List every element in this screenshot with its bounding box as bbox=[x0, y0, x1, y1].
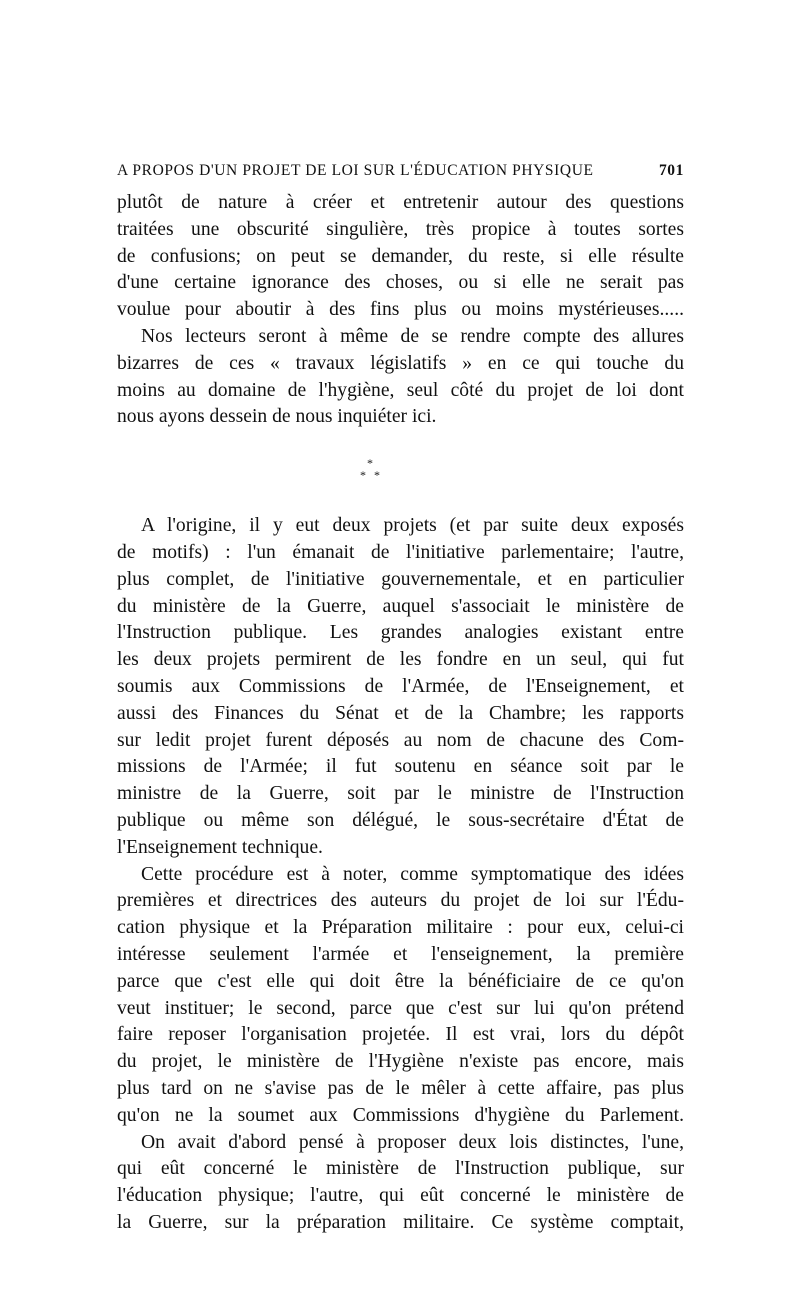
text-line: veut instituer; le second, parce que c'est sur lui qu'on prétend bbox=[117, 997, 684, 1019]
paragraph-3 bbox=[117, 513, 684, 861]
text-line: ministre de la Guerre, soit par le ministre de l'Instruction bbox=[117, 783, 684, 805]
paragraph-4 bbox=[117, 862, 684, 1130]
running-title: A PROPOS D'UN PROJET DE LOI SUR L'ÉDUCATION PHYSIQUE bbox=[117, 162, 594, 179]
asterisk: * bbox=[374, 468, 380, 483]
text-line: traitées une obscurité singulière, très propice à toutes sortes bbox=[117, 218, 684, 240]
text-line: intéresse seulement l'armée et l'enseignement, la première bbox=[117, 943, 684, 965]
paragraph-5 bbox=[117, 1130, 684, 1237]
text-line: l'Enseignement technique. bbox=[117, 836, 323, 858]
text-line: parce que c'est elle qui doit être la bénéficiaire de ce qu'on bbox=[117, 970, 684, 992]
text-line: qu'on ne la soumet aux Commissions d'hygiène du Parlement. bbox=[117, 1104, 684, 1126]
text-line: les deux projets permirent de les fondre en un seul, qui fut bbox=[117, 649, 684, 671]
asterisk: * bbox=[367, 456, 373, 471]
text-line: On avait d'abord pensé à proposer deux lois distinctes, l'une, bbox=[141, 1131, 684, 1153]
text-line: faire reposer l'organisation projetée. Il est vrai, lors du dépôt bbox=[117, 1024, 684, 1046]
asterisk: * bbox=[360, 468, 366, 483]
text-line: soumis aux Commissions de l'Armée, de l'Enseignement, et bbox=[117, 675, 684, 697]
text-line: de motifs) : l'un émanait de l'initiative parlementaire; l'autre, bbox=[117, 541, 684, 563]
text-line: A l'origine, il y eut deux projets (et par suite deux exposés bbox=[141, 515, 684, 537]
text-line: du ministère de la Guerre, auquel s'associait le ministère de bbox=[117, 595, 684, 617]
text-line: Nos lecteurs seront à même de se rendre compte des allures bbox=[141, 325, 684, 347]
text-line: publique ou même son délégué, le sous-secrétaire d'État de bbox=[117, 809, 684, 831]
text-line: sur ledit projet furent déposés au nom de chacune des Com- bbox=[117, 729, 684, 751]
text-line: la Guerre, sur la préparation militaire. Ce système comptait, bbox=[117, 1211, 684, 1233]
text-line: plutôt de nature à créer et entretenir autour des questions bbox=[117, 192, 684, 213]
text-line: voulue pour aboutir à des fins plus ou moins mystérieuses..... bbox=[117, 299, 684, 321]
text-line: missions de l'Armée; il fut soutenu en séance soit par le bbox=[117, 756, 684, 778]
text-line: l'Instruction publique. Les grandes analogies existant entre bbox=[117, 622, 684, 644]
text-line: moins au domaine de l'hygiène, seul côté du projet de loi dont bbox=[117, 379, 684, 401]
text-line: l'éducation physique; l'autre, qui eût concerné le ministère de bbox=[117, 1185, 684, 1207]
page-number: 701 bbox=[658, 162, 684, 179]
text-line: bizarres de ces « travaux législatifs » en ce qui touche du bbox=[117, 352, 684, 374]
text-line: Cette procédure est à noter, comme symptomatique des idées bbox=[141, 863, 684, 885]
text-line: nous ayons dessein de nous inquiéter ici. bbox=[117, 406, 437, 428]
running-head bbox=[117, 160, 684, 182]
text-line: aussi des Finances du Sénat et de la Chambre; les rapports bbox=[117, 702, 684, 724]
section-break-asterism bbox=[117, 431, 684, 513]
page bbox=[117, 160, 684, 1237]
text-line: cation physique et la Préparation militaire : pour eux, celui-ci bbox=[117, 917, 684, 939]
paragraph-1 bbox=[117, 190, 684, 324]
text-line: premières et directrices des auteurs du projet de loi sur l'Édu- bbox=[117, 890, 684, 912]
text-line: plus tard on ne s'avise pas de le mêler à cette affaire, pas plus bbox=[117, 1077, 684, 1099]
text-line: de confusions; on peut se demander, du reste, si elle résulte bbox=[117, 245, 684, 267]
text-line: d'une certaine ignorance des choses, ou si elle ne serait pas bbox=[117, 272, 684, 294]
text-line: plus complet, de l'initiative gouvernementale, et en particulier bbox=[117, 568, 684, 590]
text-line: qui eût concerné le ministère de l'Instruction publique, sur bbox=[117, 1158, 684, 1180]
text-line: du projet, le ministère de l'Hygiène n'existe pas encore, mais bbox=[117, 1051, 684, 1073]
paragraph-2 bbox=[117, 324, 684, 431]
